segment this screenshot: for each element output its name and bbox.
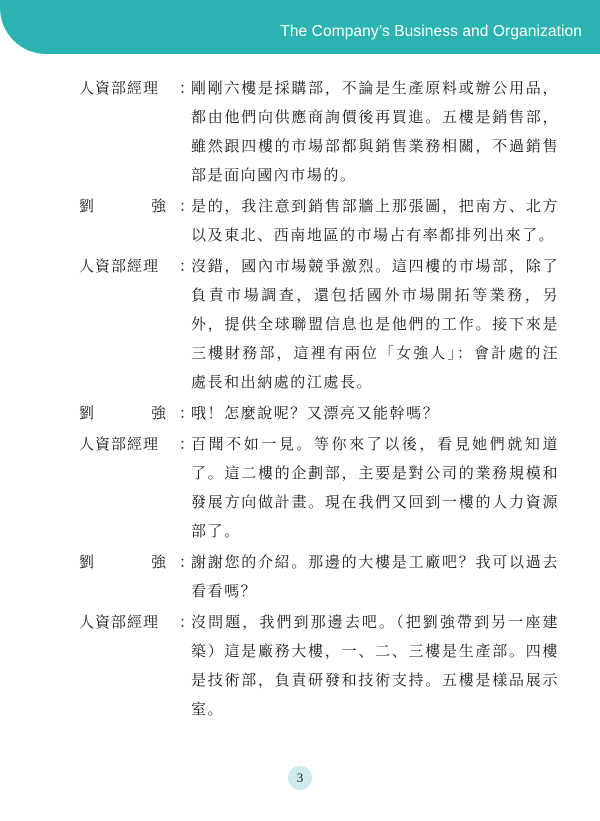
header-banner: [0, 0, 600, 54]
speaker-name: 劉 強: [79, 404, 167, 422]
speaker-colon: ：: [179, 613, 195, 631]
dialogue-entry: [79, 430, 559, 546]
speech-text: 沒問題，我們到那邊去吧。（把劉強帶到另一座建築）這是廠務大樓，一、二、三樓是生產部。四樓是技術部，負責研發和技術支持。五樓是樣品展示室。: [191, 613, 559, 718]
speaker-name: 人資部經理: [79, 613, 160, 631]
speaker-name: 人資部經理: [79, 435, 160, 453]
dialogue-entry: [79, 399, 559, 428]
speech-text: 沒錯，國內市場競爭激烈。這四樓的市場部，除了負責市場調查，還包括國外市場開拓等業務，另外，提供全球聯盟信息也是他們的工作。接下來是三樓財務部，這裡有兩位「女強人」：會計處的汪處長和出納處的江處長。: [191, 257, 559, 391]
dialogue: [79, 74, 559, 726]
dialogue-entry: [79, 252, 559, 397]
speech-text: 剛剛六樓是採購部，不論是生產原料或辦公用品，都由他們向供應商詢價後再買進。五樓是銷售部，雖然跟四樓的市場部都與銷售業務相關，不過銷售部是面向國內市場的。: [191, 79, 559, 184]
dialogue-entry: [79, 192, 559, 250]
speech-text: 謝謝您的介紹。那邊的大樓是工廠吧？我可以過去看看嗎？: [191, 553, 559, 600]
speaker-colon: ：: [179, 79, 195, 97]
speech-text: 百聞不如一見。等你來了以後，看見她們就知道了。這二樓的企劃部，主要是對公司的業務規模和發展方向做計畫。現在我們又回到一樓的人力資源部了。: [191, 435, 559, 540]
header-title: The Company’s Business and Organization: [280, 23, 582, 40]
dialogue-entry: [79, 74, 559, 190]
speaker-colon: ：: [179, 553, 195, 571]
dialogue-entry: [79, 608, 559, 724]
speaker-name: 劉 強: [79, 197, 167, 215]
speaker-colon: ：: [179, 197, 195, 215]
speech-text: 哦！怎麼說呢？又漂亮又能幹嗎？: [191, 404, 440, 422]
dialogue-entry: [79, 548, 559, 606]
speaker-colon: ：: [179, 404, 195, 422]
speech-text: 是的，我注意到銷售部牆上那張圖，把南方、北方以及東北、西南地區的市場占有率都排列出來了。: [191, 197, 559, 244]
speaker-colon: ：: [179, 257, 195, 275]
page-number: 3: [288, 766, 312, 790]
speaker-name: 劉 強: [79, 553, 167, 571]
speaker-colon: ：: [179, 435, 195, 453]
speaker-name: 人資部經理: [79, 79, 160, 97]
speaker-name: 人資部經理: [79, 257, 160, 275]
